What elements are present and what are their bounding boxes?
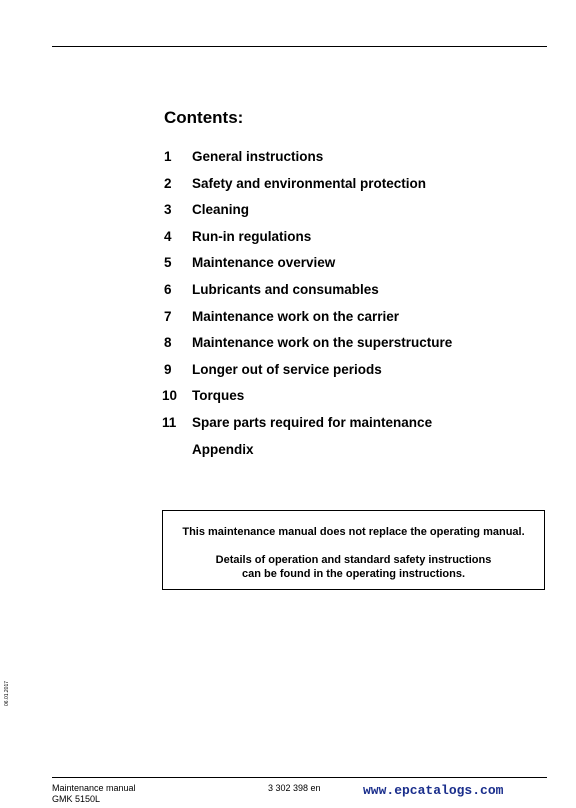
toc-item-number: 11 xyxy=(162,414,177,430)
print-date: 06.01.2017 xyxy=(4,680,10,706)
toc-item-label: Maintenance overview xyxy=(192,255,336,271)
footer-model: GMK 5150L xyxy=(52,794,101,804)
toc-item-number: 6 xyxy=(164,281,172,297)
toc-item-number: 8 xyxy=(164,335,172,351)
toc-item-lubricants[interactable] xyxy=(160,281,452,308)
toc-item-number: 2 xyxy=(164,175,172,191)
toc-item-superstructure[interactable] xyxy=(160,334,452,361)
toc-item-label: Safety and environmental protection xyxy=(192,175,427,191)
toc-item-cleaning[interactable] xyxy=(160,201,452,228)
watermark-link[interactable]: www.epcatalogs.com xyxy=(363,783,504,798)
footer-doc-type: Maintenance manual xyxy=(52,783,136,793)
toc-item-number: 4 xyxy=(164,228,172,244)
toc-item-label: Spare parts required for maintenance xyxy=(192,414,433,430)
toc-item-label: Cleaning xyxy=(192,202,250,218)
toc-item-maintenance-overview[interactable] xyxy=(160,254,452,281)
notice-line: This maintenance manual does not replace the operating manual. xyxy=(182,526,525,538)
header-rule xyxy=(52,46,547,47)
footer-rule xyxy=(52,777,547,778)
toc-item-label: Lubricants and consumables xyxy=(192,281,379,297)
toc-item-carrier[interactable] xyxy=(160,308,452,335)
notice-line: can be found in the operating instructions. xyxy=(241,568,466,580)
toc-item-number: 7 xyxy=(164,308,172,324)
toc-item-run-in[interactable] xyxy=(160,228,452,255)
table-of-contents xyxy=(160,148,452,467)
toc-item-number: 9 xyxy=(164,361,172,377)
toc-item-out-of-service[interactable] xyxy=(160,361,452,388)
toc-item-number: 3 xyxy=(164,202,172,218)
toc-item-number: 5 xyxy=(164,255,172,271)
toc-item-label: Maintenance work on the carrier xyxy=(192,308,400,324)
toc-item-spare-parts[interactable] xyxy=(160,414,452,441)
toc-item-label: Longer out of service periods xyxy=(192,361,382,377)
footer-doc-info xyxy=(52,783,136,805)
toc-item-label: Maintenance work on the superstructure xyxy=(192,335,453,351)
toc-item-label: Appendix xyxy=(192,441,254,457)
toc-item-number: 1 xyxy=(164,149,172,164)
toc-item-safety[interactable] xyxy=(160,175,452,202)
contents-title: Contents: xyxy=(164,108,244,127)
notice-box xyxy=(162,510,545,590)
toc-item-appendix[interactable] xyxy=(160,441,452,468)
toc-item-torques[interactable] xyxy=(160,387,452,414)
footer-doc-number: 3 302 398 en xyxy=(268,783,321,793)
toc-item-general-instructions[interactable] xyxy=(160,148,452,175)
toc-item-label: Torques xyxy=(192,388,245,404)
toc-item-label: Run-in regulations xyxy=(192,228,312,244)
toc-item-label: General instructions xyxy=(192,149,324,164)
notice-line: Details of operation and standard safety instructions xyxy=(215,554,492,566)
toc-item-number: 10 xyxy=(162,388,178,404)
